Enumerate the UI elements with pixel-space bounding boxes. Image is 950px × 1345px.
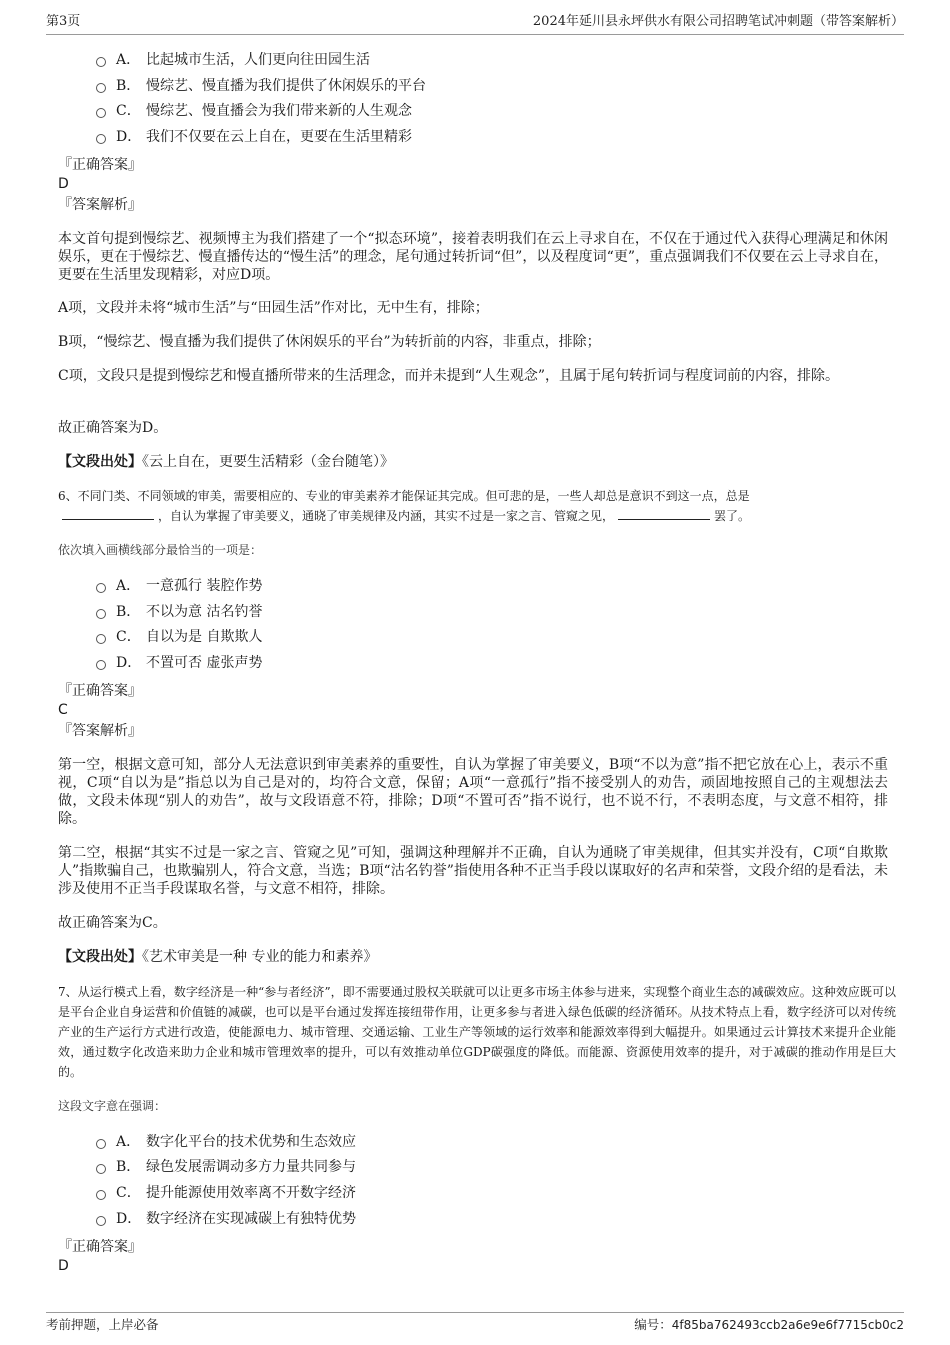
q5-analysis-paragraph: A项，文段并未将“城市生活”与“田园生活”作对比，无中生有，排除； <box>58 300 489 316</box>
q6-option-b[interactable]: B． 不以为意 沽名钓誉 <box>96 602 262 622</box>
radio-icon[interactable] <box>96 609 106 619</box>
page-footer <box>46 1312 904 1335</box>
q5-answer-label: 『正确答案』 <box>58 157 142 173</box>
page-header <box>46 12 904 35</box>
radio-icon[interactable] <box>96 1164 106 1174</box>
radio-icon[interactable] <box>96 134 106 144</box>
q7-prompt: 这段文字意在强调： <box>58 1099 167 1113</box>
q5-option-b[interactable]: B． 慢综艺、慢直播为我们提供了休闲娱乐的平台 <box>96 76 426 96</box>
radio-icon[interactable] <box>96 1139 106 1149</box>
radio-icon[interactable] <box>96 108 106 118</box>
q5-option-c[interactable]: C． 慢综艺、慢直播会为我们带来新的人生观念 <box>96 101 412 121</box>
q6-analysis-paragraph: 第一空，根据文意可知，部分人无法意识到审美素养的重要性，自认为掌握了审美要义，B项“不以为意”指不把它放在心上，表示不重视，C项“自以为是”指总以为自己是对的，均符合文意，保留；A项“一意孤行”指不接受别人的劝告，顽固地按照自己的主观想法去做，文段未体现“别人的劝告”，故与文段语意不符，排除；D项“不置可否”指不说行，也不说不行，不表明态度，与文意不相符，排除。 <box>58 757 888 827</box>
radio-icon[interactable] <box>96 634 106 644</box>
q5-answer: D <box>58 176 69 192</box>
q6-option-d[interactable]: D． 不置可否 虚张声势 <box>96 653 262 673</box>
q7-option-a[interactable]: A． 数字化平台的技术优势和生态效应 <box>96 1132 356 1152</box>
q5-conclusion: 故正确答案为D。 <box>58 420 168 436</box>
q6-stem: 6、不同门类、不同领域的审美，需要相应的、专业的审美素养才能保证其完成。但可悲的是，一些人却总是意识不到这一点，总是 ，自认为掌握了审美要义，通晓了审美规律及内涵，其实不过是一家之言、管窥之见， 罢了。 <box>58 489 751 523</box>
radio-icon[interactable] <box>96 1190 106 1200</box>
q6-answer-label: 『正确答案』 <box>58 683 142 699</box>
q6-prompt: 依次填入画横线部分最恰当的一项是： <box>58 543 263 557</box>
q7-answer-label: 『正确答案』 <box>58 1239 142 1255</box>
q5-analysis-paragraph: C项，文段只是提到慢综艺和慢直播所带来的生活理念，而并未提到“人生观念”，且属于尾句转折词与程度词前的内容，排除。 <box>58 368 840 384</box>
q7-stem: 7、从运行模式上看，数字经济是一种“参与者经济”，即不需要通过股权关联就可以让更多市场主体参与进来，实现整个商业生态的减碳效应。这种效应既可以是平台企业自身运营和价值链的减碳，也可以是平台通过发挥连接纽带作用，让更多参与者进入绿色低碳的经济循环。从技术特点上看，数字经济可以对传统产业的生产运行方式进行改造，使能源电力、城市管理、交通运输、工业生产等领域的运行效率和能源效率得到大幅提升。如果通过云计算技术来提升企业能效，通过数字化改造来助力企业和城市管理效率的提升，可以有效推动单位GDP碳强度的降低。而能源、资源使用效率的提升，对于减碳的推动作用是巨大的。 <box>58 985 896 1079</box>
q7-answer: D <box>58 1258 69 1274</box>
q5-analysis-paragraph: 本文首句提到慢综艺、视频博主为我们搭建了一个“拟态环境”，接着表明我们在云上寻求自在，不仅在于通过代入获得心理满足和休闲娱乐，更在于慢综艺、慢直播传达的“慢生活”的理念，尾句通过转折词“但”，以及程度词“更”，重点强调我们不仅要在云上寻求自在，更要在生活里发现精彩，对应D项。 <box>58 231 888 283</box>
q5-option-a[interactable]: A． 比起城市生活，人们更向往田园生活 <box>96 50 370 70</box>
q5-source: 【文段出处】《云上自在，更要生活精彩（金台随笔）》 <box>58 454 394 470</box>
q5-analysis-label: 『答案解析』 <box>58 197 142 213</box>
blank-line <box>618 507 710 520</box>
document-title: 2024年延川县永坪供水有限公司招聘笔试冲刺题（带答案解析） <box>532 14 904 29</box>
q6-conclusion: 故正确答案为C。 <box>58 915 167 931</box>
radio-icon[interactable] <box>96 83 106 93</box>
q7-option-b[interactable]: B． 绿色发展需调动多方力量共同参与 <box>96 1157 356 1177</box>
page-number: 第3页 <box>46 14 81 29</box>
footer-slogan: 考前押题，上岸必备 <box>46 1317 159 1332</box>
radio-icon[interactable] <box>96 660 106 670</box>
blank-line <box>62 507 154 520</box>
radio-icon[interactable] <box>96 1216 106 1226</box>
q6-analysis-label: 『答案解析』 <box>58 723 142 739</box>
q7-option-d[interactable]: D． 数字经济在实现减碳上有独特优势 <box>96 1209 356 1229</box>
q6-option-a[interactable]: A． 一意孤行 装腔作势 <box>96 576 262 596</box>
q6-analysis-paragraph: 第二空，根据“其实不过是一家之言、管窥之见”可知，强调这种理解并不正确，自认为通晓了审美规律，但其实并没有，C项“自欺欺人”指欺骗自己，也欺骗别人，符合文意，当选；B项“沽名钓誉”指使用各种不正当手段以谋取好的名声和荣誉，文段介绍的是看法，未涉及使用不正当手段谋取名誉，与文意不相符，排除。 <box>58 845 888 897</box>
document-code: 编号：4f85ba762493ccb2a6e9e6f7715cb0c2 <box>634 1317 904 1332</box>
q5-option-d[interactable]: D． 我们不仅要在云上自在，更要在生活里精彩 <box>96 127 412 147</box>
radio-icon[interactable] <box>96 583 106 593</box>
radio-icon[interactable] <box>96 57 106 67</box>
q6-answer: C <box>58 702 68 718</box>
q6-option-c[interactable]: C． 自以为是 自欺欺人 <box>96 627 262 647</box>
q7-option-c[interactable]: C． 提升能源使用效率离不开数字经济 <box>96 1183 356 1203</box>
q6-source: 【文段出处】《艺术审美是一种 专业的能力和素养》 <box>58 949 378 965</box>
q5-analysis-paragraph: B项，“慢综艺、慢直播为我们提供了休闲娱乐的平台”为转折前的内容，非重点，排除； <box>58 334 601 350</box>
